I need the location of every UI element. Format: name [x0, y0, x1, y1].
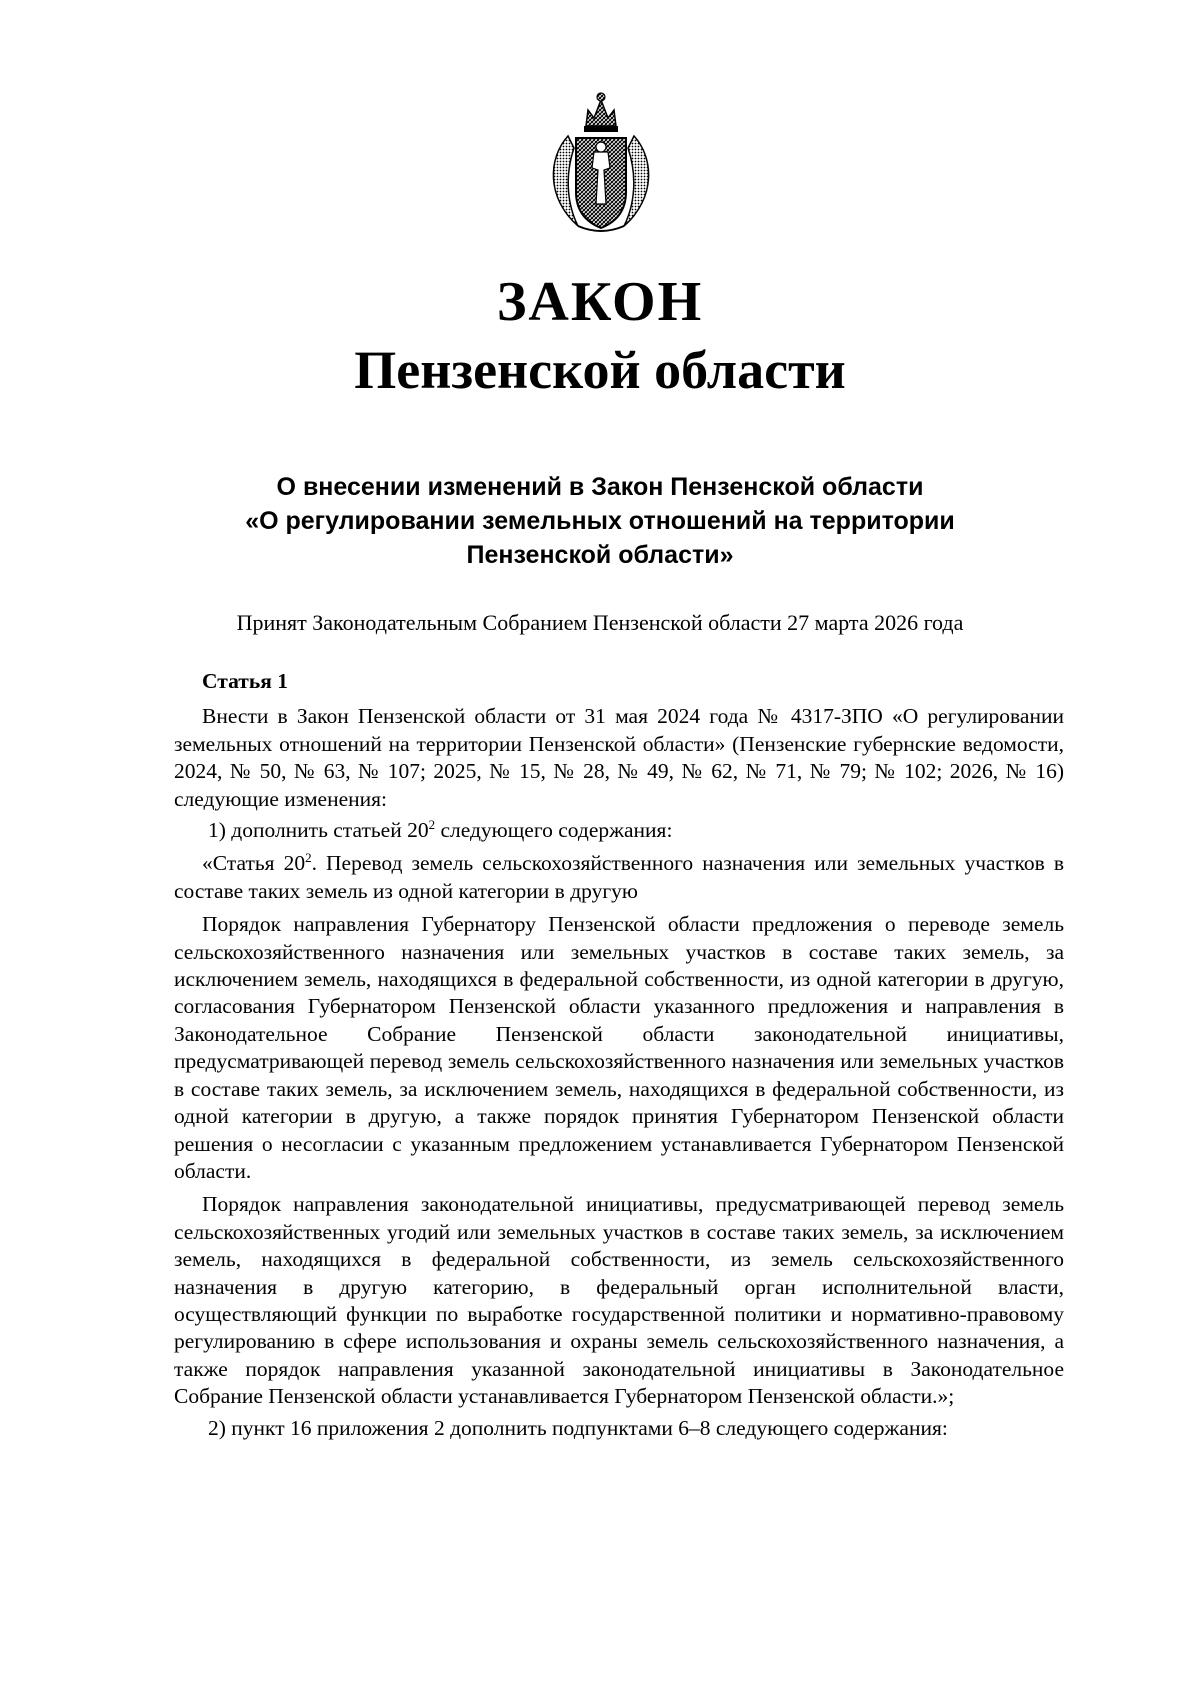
- law-subject-line: Пензенской области»: [466, 541, 734, 569]
- law-subject-line: О внесении изменений в Закон Пензенской области: [276, 473, 924, 501]
- law-subject: [160, 470, 1040, 572]
- inserted-article-title: [174, 850, 1064, 905]
- amendment-item-2: 2) пункт 16 приложения 2 дополнить подпунктами 6–8 следующего содержания:: [208, 1415, 948, 1440]
- amendment-text: следующего содержания:: [435, 818, 673, 843]
- penza-oblast-coat-of-arms-icon: [538, 88, 664, 236]
- superscript: 2: [428, 817, 436, 833]
- law-title: ЗАКОН: [496, 271, 704, 333]
- adoption-statement: Принят Законодательным Собранием Пензенской области 27 марта 2026 года: [236, 610, 964, 635]
- article-heading: Статья 1: [202, 669, 288, 693]
- inserted-article-paragraph: Порядок направления Губернатору Пензенской области предложения о переводе земель сельскохозяйственного назначения или земельных участков в составе таких земель, за исключением земель, находящихся в федеральной собственности, из одной категории в другую, согласования Губернатором Пензенской области указанного предложения и направления в Законодательное Собрание Пензенской области законодательной инициативы, предусматривающей перевод земель сельскохозяйственного назначения или земельных участков в составе таких земель, за исключением земель, находящихся в федеральной собственности, из одной категории в другую, а также порядок принятия Губернатором Пензенской области решения о несогласии с указанным предложением устанавливается Губернатором Пензенской области.: [174, 912, 1064, 1183]
- inserted-article-title-text: . Перевод земель сельскохозяйственного назначения или земельных участков в составе таких земель из одной категории в другую: [174, 851, 1064, 903]
- law-body: [174, 668, 1064, 1442]
- article-intro: Внести в Закон Пензенской области от 31 мая 2024 года № 4317-ЗПО «О регулировании земельных отношений на территории Пензенской области» (Пензенские губернские ведомости, 2024, № 50, № 63, № 107; 2025, № 15, № 28, № 49, № 62, № 71, № 79; № 102; 2026, № 16) следующие изменения:: [174, 704, 1064, 811]
- inserted-article-paragraph: Порядок направления законодательной инициативы, предусматривающей перевод земель сельскохозяйственных угодий или земельных участков в составе таких земель, за исключением земель, находящихся в федеральной собственности, из земель сельскохозяйственного назначения в другую категорию, в федеральный орган исполнительной власти, осуществляющий функции по выработке государственной политики и нормативно-правовому регулированию в сфере использования и охраны земель сельскохозяйственного назначения, а также порядок направления указанной законодательной инициативы в Законодательное Собрание Пензенской области устанавливается Губернатором Пензенской области.»;: [174, 1192, 1064, 1409]
- law-region: Пензенской области: [354, 340, 846, 400]
- amendment-text: 1) дополнить статьей 20: [208, 818, 429, 843]
- law-subject-line: «О регулировании земельных отношений на территории: [245, 507, 955, 535]
- superscript: 2: [305, 850, 312, 866]
- inserted-article-title-text: «Статья 20: [202, 851, 306, 876]
- amendment-item-1: [174, 817, 1064, 844]
